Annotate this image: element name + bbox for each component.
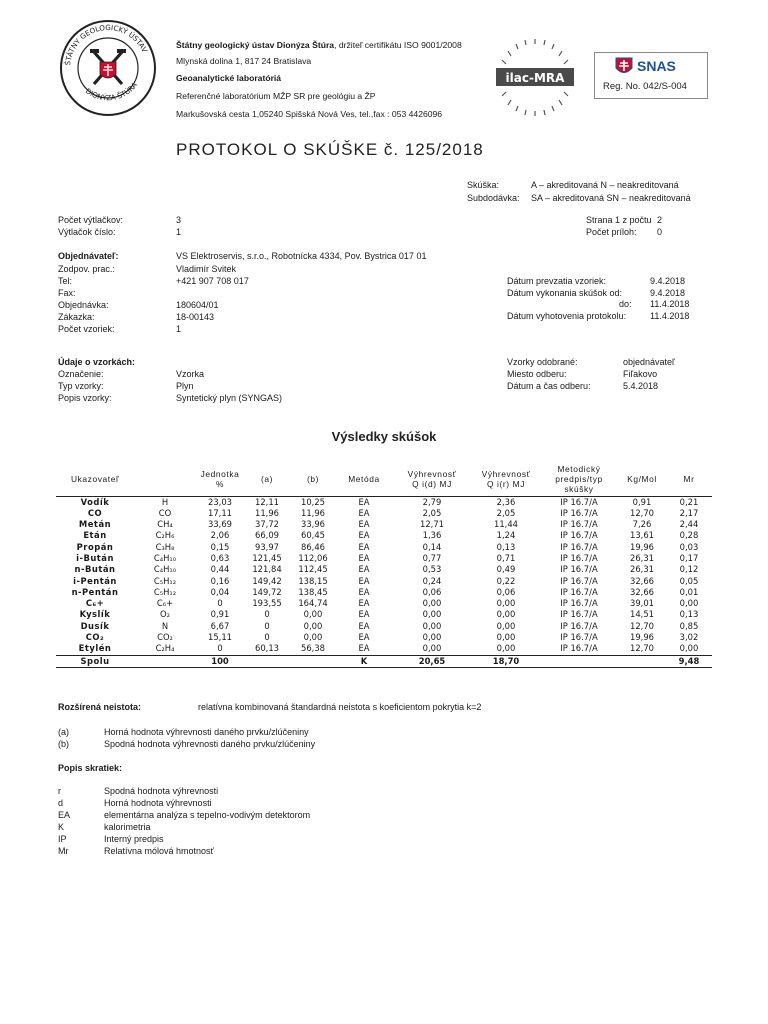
- table-cell: 13,61: [630, 530, 654, 541]
- table-cell: IP 16.7/A: [560, 519, 598, 530]
- institute-seal: [58, 18, 158, 118]
- table-cell: C₅H₁₂: [153, 575, 177, 586]
- copy-number-label: Výtlačok číslo:: [58, 227, 116, 237]
- institute-address: Mlynská dolina 1, 817 24 Bratislava: [176, 56, 312, 66]
- sampling-time-value: 5.4.2018: [623, 381, 659, 391]
- table-row: [56, 609, 712, 620]
- table-cell: 26,31: [630, 552, 654, 563]
- table-row: [56, 564, 712, 575]
- table-cell: 20,65: [392, 655, 472, 667]
- note-b-key: (b): [58, 739, 69, 749]
- table-cell: 0,00: [303, 620, 323, 631]
- table-cell: C₂H₄: [155, 643, 175, 654]
- results-table: [56, 462, 712, 668]
- table-cell: 0,00: [303, 632, 323, 643]
- table-cell: 3,02: [679, 632, 699, 643]
- table-cell: 56,38: [301, 643, 325, 654]
- table-cell: 0,77: [422, 552, 442, 563]
- table-cell: 14,51: [630, 609, 654, 620]
- svg-text:ŠTÁTNY GEOLOGICKÝ ÚSTAV: ŠTÁTNY GEOLOGICKÝ ÚSTAV: [63, 22, 150, 66]
- ilac-mra-logo: [492, 34, 578, 120]
- sample-mark-value: Vzorka: [176, 369, 205, 379]
- table-cell: 0,06: [422, 586, 442, 597]
- table-cell: O₂: [160, 609, 170, 620]
- column-header: Ukazovateľ: [70, 473, 119, 484]
- lab-name: Geoanalytické laboratóriá: [176, 73, 282, 83]
- table-cell: 93,97: [255, 541, 279, 552]
- uncertainty-label: Rozšírená neistota:: [58, 702, 142, 712]
- table-cell: [618, 655, 666, 667]
- copies-count-label: Počet výtlačkov:: [58, 215, 124, 225]
- table-cell: 33,96: [301, 519, 325, 530]
- table-cell: 0,21: [679, 496, 699, 507]
- abbrev-key: K: [58, 822, 65, 832]
- table-cell: 0,49: [496, 564, 516, 575]
- table-row: [56, 553, 712, 564]
- table-cell: IP 16.7/A: [560, 609, 598, 620]
- table-cell: 0,63: [210, 552, 230, 563]
- table-cell: 100: [196, 655, 244, 667]
- table-cell: 2,06: [210, 530, 230, 541]
- table-cell: 0,03: [679, 541, 699, 552]
- table-cell: EA: [358, 586, 370, 597]
- sampling-place-label: Miesto odberu:: [507, 369, 567, 379]
- attachments-value: 0: [657, 227, 663, 237]
- table-cell: 32,66: [630, 586, 654, 597]
- column-header: Metodický predpis/typ skúšky: [555, 463, 603, 494]
- table-cell: IP 16.7/A: [560, 530, 598, 541]
- column-header: (b): [306, 473, 320, 484]
- table-cell: C₆+: [156, 598, 174, 609]
- table-row: [56, 598, 712, 609]
- performed-to-label: do:: [619, 299, 632, 309]
- table-cell: 0: [264, 609, 270, 620]
- table-cell: 1,36: [422, 530, 442, 541]
- table-cell: 12,71: [420, 519, 444, 530]
- table-cell: N: [161, 620, 169, 631]
- table-cell: C₂H₆: [155, 530, 175, 541]
- lab-address: Markušovská cesta 1,05240 Spišská Nová Ves, tel.,fax : 053 4426096: [176, 109, 443, 119]
- table-cell: [244, 655, 290, 667]
- table-cell: IP 16.7/A: [560, 643, 598, 654]
- sampled-by-value: objednávateľ: [623, 357, 675, 367]
- institute-name: Štátny geologický ústav Dionýza Štúra: [176, 40, 335, 50]
- svg-text:ilac-MRA: ilac-MRA: [505, 71, 565, 85]
- table-cell: 11,44: [494, 519, 518, 530]
- table-cell: 37,72: [255, 519, 279, 530]
- table-row: [56, 621, 712, 632]
- table-cell: 0,22: [496, 575, 516, 586]
- table-cell: Dusík: [80, 620, 110, 631]
- sample-section-label: Údaje o vzorkách:: [58, 357, 136, 367]
- test-legend: A – akreditovaná N – neakreditovaná: [531, 180, 679, 190]
- table-cell: 32,66: [630, 575, 654, 586]
- table-cell: Metán: [78, 519, 112, 530]
- performed-date-label: Dátum vykonania skúšok od:: [507, 288, 623, 298]
- abbrev-text: Relatívna mólová hmotnosť: [104, 846, 214, 856]
- table-cell: 2,79: [422, 496, 442, 507]
- table-cell: i-Bután: [76, 552, 114, 563]
- table-cell: IP 16.7/A: [560, 632, 598, 643]
- subcontract-legend: SA – akreditovaná SN – neakreditovaná: [531, 193, 691, 203]
- abbrev-text: Interný predpis: [104, 834, 164, 844]
- table-cell: 149,72: [252, 586, 282, 597]
- table-cell: 86,46: [301, 541, 325, 552]
- page-count-label: Strana 1 z počtu: [586, 215, 652, 225]
- table-cell: 0,00: [422, 632, 442, 643]
- table-cell: 0,12: [679, 564, 699, 575]
- table-cell: 0: [217, 598, 223, 609]
- table-cell: C₃H₈: [155, 541, 175, 552]
- table-cell: EA: [358, 643, 370, 654]
- orderer-value: VS Elektroservis, s.r.o., Robotnícka 4334, Pov. Bystrica 017 01: [176, 251, 427, 261]
- table-cell: 66,09: [255, 530, 279, 541]
- table-cell: 0,91: [210, 609, 230, 620]
- table-row: [56, 643, 712, 655]
- svg-text:DIONÝZA ŠTÚRA: DIONÝZA ŠTÚRA: [83, 80, 140, 103]
- table-cell: 0,00: [496, 598, 516, 609]
- responsible-label: Zodpov. prac.:: [58, 264, 115, 274]
- sampling-time-label: Dátum a čas odberu:: [507, 381, 591, 391]
- table-cell: 0,00: [679, 643, 699, 654]
- sampled-by-label: Vzorky odobrané:: [507, 357, 578, 367]
- reference-lab: Referenčné laboratórium MŽP SR pre geológiu a ŽP: [176, 91, 376, 101]
- table-cell: IP 16.7/A: [560, 552, 598, 563]
- table-cell: 11,96: [255, 507, 279, 518]
- column-header: Jednotka %: [200, 468, 240, 489]
- table-cell: EA: [358, 598, 370, 609]
- abbrev-text: Horná hodnota výhrevnosti: [104, 798, 212, 808]
- received-date-value: 9.4.2018: [650, 276, 686, 286]
- column-header: Kg/Mol: [627, 473, 657, 484]
- table-cell: IP 16.7/A: [560, 586, 598, 597]
- table-cell: IP 16.7/A: [560, 507, 598, 518]
- samples-count-value: 1: [176, 324, 182, 334]
- note-b-text: Spodná hodnota výhrevnosti daného prvku/zlúčeniny: [104, 739, 316, 749]
- column-header: Výhrevnosť Q i(d) MJ: [407, 468, 457, 489]
- order-label: Objednávka:: [58, 300, 109, 310]
- table-cell: n-Bután: [74, 564, 116, 575]
- column-header: (a): [260, 473, 274, 484]
- attachments-label: Počet príloh:: [586, 227, 637, 237]
- table-row: [56, 587, 712, 598]
- column-header: Metóda: [348, 473, 380, 484]
- abbrev-key: EA: [58, 810, 71, 820]
- table-cell: 0,44: [210, 564, 230, 575]
- table-cell: 19,96: [630, 632, 654, 643]
- table-cell: 149,42: [252, 575, 282, 586]
- page-count-value: 2: [657, 215, 663, 225]
- table-row: [56, 576, 712, 587]
- table-cell: CH₄: [157, 519, 173, 530]
- sample-mark-label: Označenie:: [58, 369, 104, 379]
- table-cell: 23,03: [208, 496, 232, 507]
- copies-count-value: 3: [176, 215, 182, 225]
- table-cell: 0,13: [679, 609, 699, 620]
- table-cell: Vodík: [80, 496, 110, 507]
- column-header: [134, 462, 196, 496]
- table-cell: 0,91: [632, 496, 652, 507]
- table-cell: EA: [358, 541, 370, 552]
- table-cell: 1,24: [496, 530, 516, 541]
- table-cell: 6,67: [210, 620, 230, 631]
- table-cell: 0,00: [422, 620, 442, 631]
- sample-type-value: Plyn: [176, 381, 194, 391]
- table-cell: C₄H₁₀: [153, 564, 177, 575]
- table-cell: 0,04: [210, 586, 230, 597]
- table-cell: 39,01: [630, 598, 654, 609]
- table-row: [56, 530, 712, 541]
- sampling-place-value: Fiľakovo: [623, 369, 658, 379]
- table-cell: IP 16.7/A: [560, 620, 598, 631]
- table-cell: 0,16: [210, 575, 230, 586]
- table-cell: C₆+: [85, 598, 105, 609]
- table-cell: 12,70: [630, 620, 654, 631]
- responsible-value: Vladimír Svitek: [176, 264, 237, 274]
- table-cell: EA: [358, 519, 370, 530]
- column-header: Mr: [683, 473, 695, 484]
- table-cell: IP 16.7/A: [560, 598, 598, 609]
- table-cell: Etán: [83, 530, 107, 541]
- table-cell: 0,00: [679, 598, 699, 609]
- tel-label: Tel:: [58, 276, 73, 286]
- table-cell: C₄H₁₀: [153, 552, 177, 563]
- table-cell: 0,53: [422, 564, 442, 575]
- table-cell: Kyslík: [79, 609, 111, 620]
- snas-reg-number: Reg. No. 042/S-004: [603, 81, 687, 92]
- copy-number-value: 1: [176, 227, 182, 237]
- results-header-row: [56, 462, 712, 496]
- table-row: [56, 496, 712, 508]
- table-cell: 12,11: [255, 496, 279, 507]
- table-cell: i-Pentán: [73, 575, 117, 586]
- table-cell: n-Pentán: [71, 586, 119, 597]
- sample-desc-label: Popis vzorky:: [58, 393, 112, 403]
- table-cell: EA: [358, 496, 370, 507]
- results-title: Výsledky skúšok: [331, 429, 437, 444]
- table-cell: EA: [358, 609, 370, 620]
- contract-value: 18-00143: [176, 312, 215, 322]
- table-cell: 60,45: [301, 530, 325, 541]
- table-cell: 2,05: [422, 507, 442, 518]
- table-cell: IP 16.7/A: [560, 575, 598, 586]
- table-cell: 0,00: [422, 598, 442, 609]
- table-cell: C₅H₁₂: [153, 586, 177, 597]
- table-cell: IP 16.7/A: [560, 496, 598, 507]
- table-cell: 112,06: [298, 552, 328, 563]
- table-cell: EA: [358, 632, 370, 643]
- subcontract-label: Subdodávka:: [467, 193, 520, 203]
- table-cell: 164,74: [298, 598, 328, 609]
- table-cell: 12,70: [630, 507, 654, 518]
- table-cell: 0,13: [496, 541, 516, 552]
- snas-text: SNAS: [637, 58, 676, 74]
- table-cell: 138,45: [298, 586, 328, 597]
- table-cell: 9,48: [666, 655, 712, 667]
- table-cell: 17,11: [208, 507, 232, 518]
- table-cell: 0: [217, 643, 223, 654]
- table-cell: Propán: [76, 541, 114, 552]
- table-cell: 0,00: [422, 643, 442, 654]
- table-cell: 2,05: [496, 507, 516, 518]
- table-sum-row: [56, 655, 712, 667]
- table-cell: 0,28: [679, 530, 699, 541]
- table-cell: IP 16.7/A: [560, 564, 598, 575]
- table-cell: 0,15: [210, 541, 230, 552]
- abbrev-key: IP: [58, 834, 67, 844]
- abbrev-title: Popis skratiek:: [58, 763, 123, 773]
- column-header: Výhrevnosť Q i(r) MJ: [481, 468, 531, 489]
- table-cell: 138,15: [298, 575, 328, 586]
- table-cell: H: [161, 496, 169, 507]
- table-cell: 2,44: [679, 519, 699, 530]
- note-a-key: (a): [58, 727, 69, 737]
- table-cell: 0,00: [496, 643, 516, 654]
- table-cell: EA: [358, 620, 370, 631]
- institute-certificate: , držiteľ certifikátu ISO 9001/2008: [334, 40, 462, 50]
- samples-count-label: Počet vzoriek:: [58, 324, 115, 334]
- issued-date-label: Dátum vyhotovenia protokolu:: [507, 311, 627, 321]
- table-cell: [134, 655, 196, 667]
- table-cell: 19,96: [630, 541, 654, 552]
- table-cell: 10,25: [301, 496, 325, 507]
- table-cell: 0,14: [422, 541, 442, 552]
- table-cell: 0,85: [679, 620, 699, 631]
- uncertainty-value: relatívna kombinovaná štandardná neistota s koeficientom pokrytia k=2: [198, 702, 482, 712]
- table-cell: 0: [264, 620, 270, 631]
- snas-logo: [594, 52, 708, 99]
- table-cell: 0,00: [496, 620, 516, 631]
- table-cell: EA: [358, 530, 370, 541]
- table-cell: EA: [358, 507, 370, 518]
- table-cell: 0,00: [422, 609, 442, 620]
- table-cell: 0,71: [496, 552, 516, 563]
- sample-type-label: Typ vzorky:: [58, 381, 104, 391]
- table-row: [56, 508, 712, 519]
- table-cell: 0,00: [303, 609, 323, 620]
- table-cell: 33,69: [208, 519, 232, 530]
- table-cell: EA: [358, 564, 370, 575]
- table-cell: K: [336, 655, 392, 667]
- table-cell: 121,84: [252, 564, 282, 575]
- protocol-title: PROTOKOL O SKÚŠKE č. 125/2018: [176, 140, 484, 159]
- received-date-label: Dátum prevzatia vzoriek:: [507, 276, 607, 286]
- table-cell: 0,24: [422, 575, 442, 586]
- slovak-shield-icon: [615, 57, 633, 77]
- table-cell: Etylén: [78, 643, 112, 654]
- table-row: [56, 632, 712, 643]
- abbrev-key: Mr: [58, 846, 69, 856]
- sample-desc-value: Syntetický plyn (SYNGAS): [176, 393, 283, 403]
- table-cell: 26,31: [630, 564, 654, 575]
- table-cell: EA: [358, 575, 370, 586]
- abbrev-key: r: [58, 786, 61, 796]
- table-cell: 11,96: [301, 507, 325, 518]
- fax-label: Fax:: [58, 288, 76, 298]
- table-cell: 112,45: [298, 564, 328, 575]
- table-cell: CO₂: [157, 632, 173, 643]
- table-cell: EA: [358, 552, 370, 563]
- table-cell: 0: [264, 632, 270, 643]
- issued-date-value: 11.4.2018: [650, 311, 690, 321]
- orderer-label: Objednávateľ:: [58, 251, 119, 261]
- table-row: [56, 519, 712, 530]
- contract-label: Zákazka:: [58, 312, 95, 322]
- table-cell: 0,01: [679, 586, 699, 597]
- order-value: 180604/01: [176, 300, 219, 310]
- table-cell: 2,17: [679, 507, 699, 518]
- table-cell: 0,05: [679, 575, 699, 586]
- table-cell: CO: [87, 507, 103, 518]
- table-cell: 0,17: [679, 552, 699, 563]
- note-a-text: Horná hodnota výhrevnosti daného prvku/zlúčeniny: [104, 727, 309, 737]
- table-cell: [540, 655, 618, 667]
- table-cell: IP 16.7/A: [560, 541, 598, 552]
- table-cell: 7,26: [632, 519, 652, 530]
- performed-to-value: 11.4.2018: [650, 299, 690, 309]
- table-row: [56, 542, 712, 553]
- abbrev-text: Spodná hodnota výhrevnosti: [104, 786, 219, 796]
- abbrev-key: d: [58, 798, 64, 808]
- table-cell: 2,36: [496, 496, 516, 507]
- table-cell: 15,11: [208, 632, 232, 643]
- table-cell: [290, 655, 336, 667]
- table-cell: 193,55: [252, 598, 282, 609]
- table-cell: CO₂: [85, 632, 105, 643]
- test-label: Skúška:: [467, 180, 500, 190]
- table-cell: 121,45: [252, 552, 282, 563]
- table-cell: Spolu: [56, 655, 134, 667]
- table-cell: CO: [158, 507, 172, 518]
- table-cell: 0,00: [496, 632, 516, 643]
- tel-value: +421 907 708 017: [176, 276, 249, 286]
- institute-name-line: [176, 40, 462, 51]
- table-cell: 0,00: [496, 609, 516, 620]
- table-cell: 60,13: [255, 643, 279, 654]
- abbrev-text: elementárna analýza s tepelno-vodivým detektorom: [104, 810, 311, 820]
- performed-from-value: 9.4.2018: [650, 288, 686, 298]
- abbrev-text: kalorimetria: [104, 822, 151, 832]
- table-cell: 0,06: [496, 586, 516, 597]
- table-cell: 12,70: [630, 643, 654, 654]
- table-cell: 18,70: [472, 655, 540, 667]
